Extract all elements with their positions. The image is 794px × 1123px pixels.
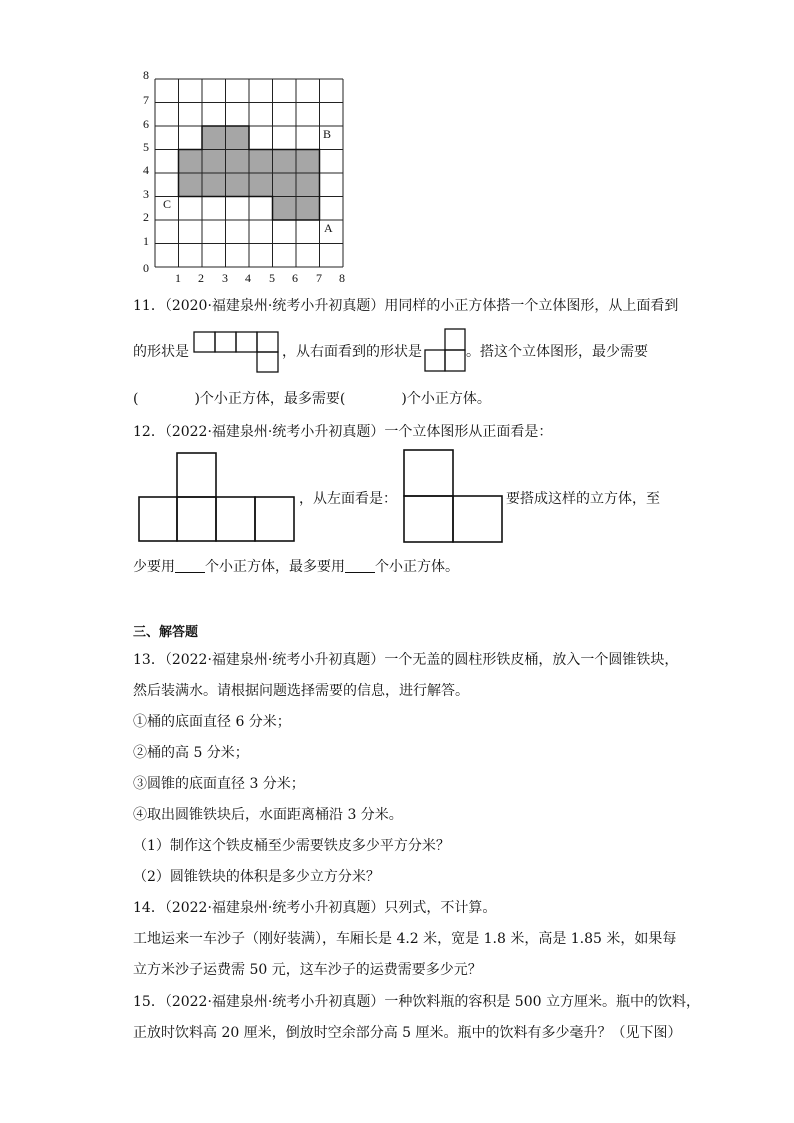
x-label-3: 3 (222, 271, 228, 284)
y-label-8: 8 (143, 68, 149, 82)
q13-sub2: （2）圆锥铁块的体积是多少立方分米？ (133, 869, 380, 885)
q12-mid-text2: 要搭成这样的立方体，至 (506, 491, 660, 507)
q12-blank-min (175, 558, 205, 573)
q11-line2-part1: 的形状是 (133, 344, 189, 360)
y-label-0: 0 (143, 261, 149, 275)
q12-blank-max (345, 558, 375, 573)
y-label-3: 3 (143, 187, 149, 201)
q13-sub1: （1）制作这个铁皮桶至少需要铁皮多少平方分米？ (133, 838, 450, 854)
q11-line2-part3: 。搭这个立体图形，最少需要 (466, 344, 648, 360)
x-label-5: 5 (269, 271, 275, 284)
x-label-7: 7 (316, 271, 322, 284)
q15-line2: 正放时饮料高 20 厘米，倒放时空余部分高 5 厘米。瓶中的饮料有多少毫升？（见下图） (133, 1025, 682, 1041)
q13-info3: ③圆锥的底面直径 3 分米； (133, 776, 305, 792)
x-label-4: 4 (245, 271, 251, 284)
q13-line2: 然后装满水。请根据问题选择需要的信息，进行解答。 (133, 683, 469, 699)
y-label-1: 1 (143, 234, 149, 248)
x-label-1: 1 (175, 271, 181, 284)
q12-line3-part3: 个小正方体。 (375, 559, 459, 575)
y-label-7: 7 (143, 93, 149, 107)
q12-line3 (133, 558, 459, 576)
top-view-shape-figure (192, 330, 280, 375)
coordinate-grid-figure (130, 62, 360, 284)
x-label-2: 2 (198, 271, 204, 284)
front-view-shape-figure (137, 451, 299, 543)
q11-line2-part2: ，从右面看到的形状是 (282, 344, 422, 360)
q12-line3-part2: 个小正方体，最多要用 (205, 559, 345, 575)
right-view-shape-figure (422, 327, 468, 375)
q13-info4: ④取出圆锥铁块后，水面距离桶沿 3 分米。 (133, 807, 403, 823)
q13-info2: ②桶的高 5 分米； (133, 745, 249, 761)
section-title: 三、解答题 (133, 625, 199, 640)
q15-line1: 15．（2022·福建泉州·统考小升初真题）一种饮料瓶的容积是 500 立方厘米。瓶中的饮料， (133, 994, 700, 1010)
q14-line3: 立方米沙子运费需 50 元，这车沙子的运费需要多少元？ (133, 962, 482, 978)
q14-line2: 工地运来一车沙子（刚好装满），车厢长是 4.2 米，宽是 1.8 米，高是 1.85 米，如果每 (133, 931, 677, 947)
y-label-2: 2 (143, 210, 149, 224)
q13-line1: 13．（2022·福建泉州·统考小升初真题）一个无盖的圆柱形铁皮桶，放入一个圆锥铁块， (133, 652, 679, 668)
point-label-a: A (324, 221, 333, 235)
q11-line3: ( )个小正方体，最多需要( )个小正方体。 (133, 391, 491, 407)
x-label-6: 6 (292, 271, 298, 284)
q12-line3-part1: 少要用 (133, 559, 175, 575)
q12-mid-text1: ，从左面看是： (299, 491, 397, 507)
y-label-5: 5 (143, 140, 149, 154)
grid-lines (155, 79, 343, 267)
q11-line1: 11．（2020·福建泉州·统考小升初真题）用同样的小正方体搭一个立体图形，从上面看到 (133, 298, 679, 314)
grid-svg (130, 62, 360, 284)
y-label-4: 4 (143, 163, 149, 177)
point-label-c: C (163, 197, 172, 211)
q12-line1: 12．（2022·福建泉州·统考小升初真题）一个立体图形从正面看是： (133, 424, 553, 440)
left-view-shape-figure (402, 448, 504, 544)
q13-info1: ①桶的底面直径 6 分米； (133, 714, 291, 730)
point-label-b: B (323, 127, 332, 141)
q14-line1: 14．（2022·福建泉州·统考小升初真题）只列式，不计算。 (133, 900, 497, 916)
x-label-8: 8 (339, 271, 345, 284)
y-label-6: 6 (143, 117, 149, 131)
